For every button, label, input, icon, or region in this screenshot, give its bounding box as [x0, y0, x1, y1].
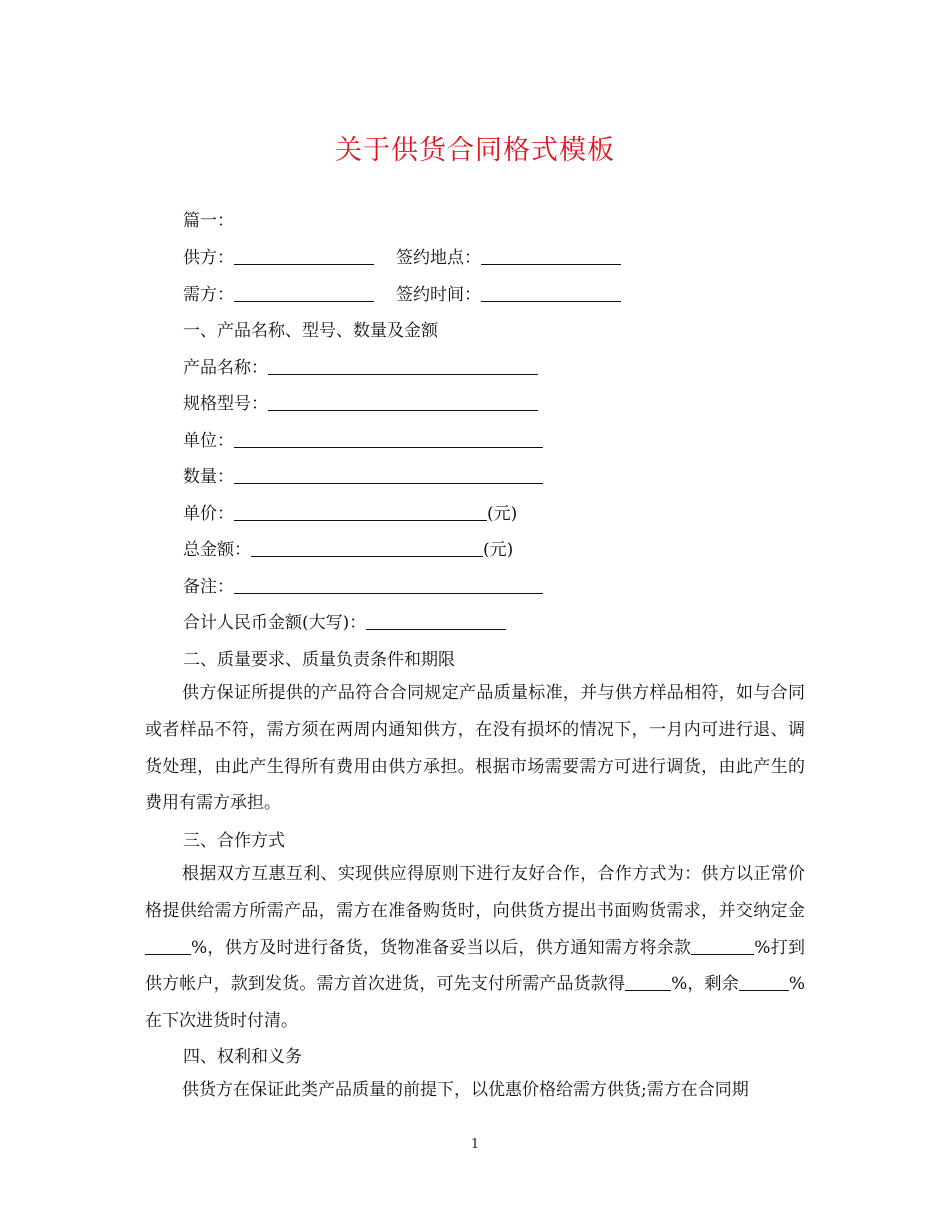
supplier-label: 供方：: [183, 248, 234, 268]
product-name-blank: [268, 358, 538, 375]
buyer-blank: [234, 285, 374, 302]
section3-heading: 三、合作方式: [183, 831, 285, 851]
quantity-blank: [234, 467, 543, 484]
section2-heading: 二、质量要求、质量负责条件和期限: [183, 650, 455, 670]
remaining-percent-blank: [739, 974, 789, 991]
deposit-percent-blank: [145, 938, 191, 955]
section3-text-5: %在下次进货时付清。: [145, 974, 806, 1032]
unit-label: 单位：: [183, 431, 234, 451]
section3-text-1: 根据双方互惠互利、实现供应得原则下进行友好合作，合作方式为：供方以正常价格提供给需方所需产品，需方在准备购货时，向供货方提出书面购货需求，并交纳定金: [145, 864, 805, 921]
unit-price-row: [183, 503, 517, 525]
quantity-label: 数量：: [183, 467, 234, 487]
first-payment-percent-blank: [625, 974, 671, 991]
product-name-row: [183, 357, 538, 379]
section3-body: [145, 856, 805, 1040]
buyer-label: 需方：: [183, 285, 234, 305]
time-label: 签约时间：: [396, 285, 481, 305]
model-row: [183, 393, 538, 415]
section-label: 篇一：: [183, 211, 234, 231]
section3-text-2: %，供方及时进行备货，货物准备妥当以后，供方通知需方将余款: [191, 937, 692, 958]
section4-heading: 四、权利和义务: [183, 1047, 302, 1067]
model-blank: [268, 394, 538, 411]
section3-text-3: %打到供方帐户，款到发货。需方首次进货，可先支付所需产品货款得: [145, 937, 805, 995]
section4-body: 供货方在保证此类产品质量的前提下，以优惠价格给需方供货;需方在合同期: [182, 1080, 749, 1100]
balance-percent-blank: [691, 938, 754, 955]
unit-price-label: 单价：: [183, 504, 234, 524]
unit-row: [183, 430, 543, 452]
section3-text-4: %，剩余: [671, 974, 739, 995]
total-rmb-label: 合计人民币金额(大写)：: [183, 613, 367, 633]
section1-heading: 一、产品名称、型号、数量及金额: [183, 321, 438, 341]
document-title: 关于供货合同格式模板: [335, 135, 615, 166]
buyer-row: [183, 284, 481, 306]
unit-price-suffix: (元): [487, 504, 518, 524]
location-field: [396, 247, 621, 269]
page-number: 1: [470, 1137, 480, 1152]
total-rmb-blank: [366, 613, 506, 630]
location-label: 签约地点：: [396, 248, 481, 268]
section2-body: 供方保证所提供的产品符合合同规定产品质量标准，并与供方样品相符，如与合同或者样品不符，需方须在两周内通知供方，在没有损坏的情况下，一月内可进行退、调货处理，由此产生得所有费用由供方承担。根据市场需要需方可进行调货，由此产生的费用有需方承担。: [145, 683, 805, 814]
supplier-row: [183, 247, 481, 269]
total-suffix: (元): [483, 540, 514, 560]
model-label: 规格型号：: [183, 394, 268, 414]
quantity-row: [183, 466, 543, 488]
unit-price-blank: [234, 504, 487, 521]
total-label: 总金额：: [183, 540, 251, 560]
total-blank: [251, 540, 483, 557]
remark-row: [183, 576, 543, 598]
product-name-label: 产品名称：: [183, 358, 268, 378]
time-blank: [481, 285, 621, 302]
remark-blank: [234, 577, 543, 594]
supplier-blank: [234, 248, 374, 265]
total-rmb-row: [183, 612, 506, 634]
location-blank: [481, 248, 621, 265]
total-row: [183, 539, 513, 561]
remark-label: 备注：: [183, 577, 234, 597]
unit-blank: [234, 431, 543, 448]
time-field: [396, 284, 621, 306]
